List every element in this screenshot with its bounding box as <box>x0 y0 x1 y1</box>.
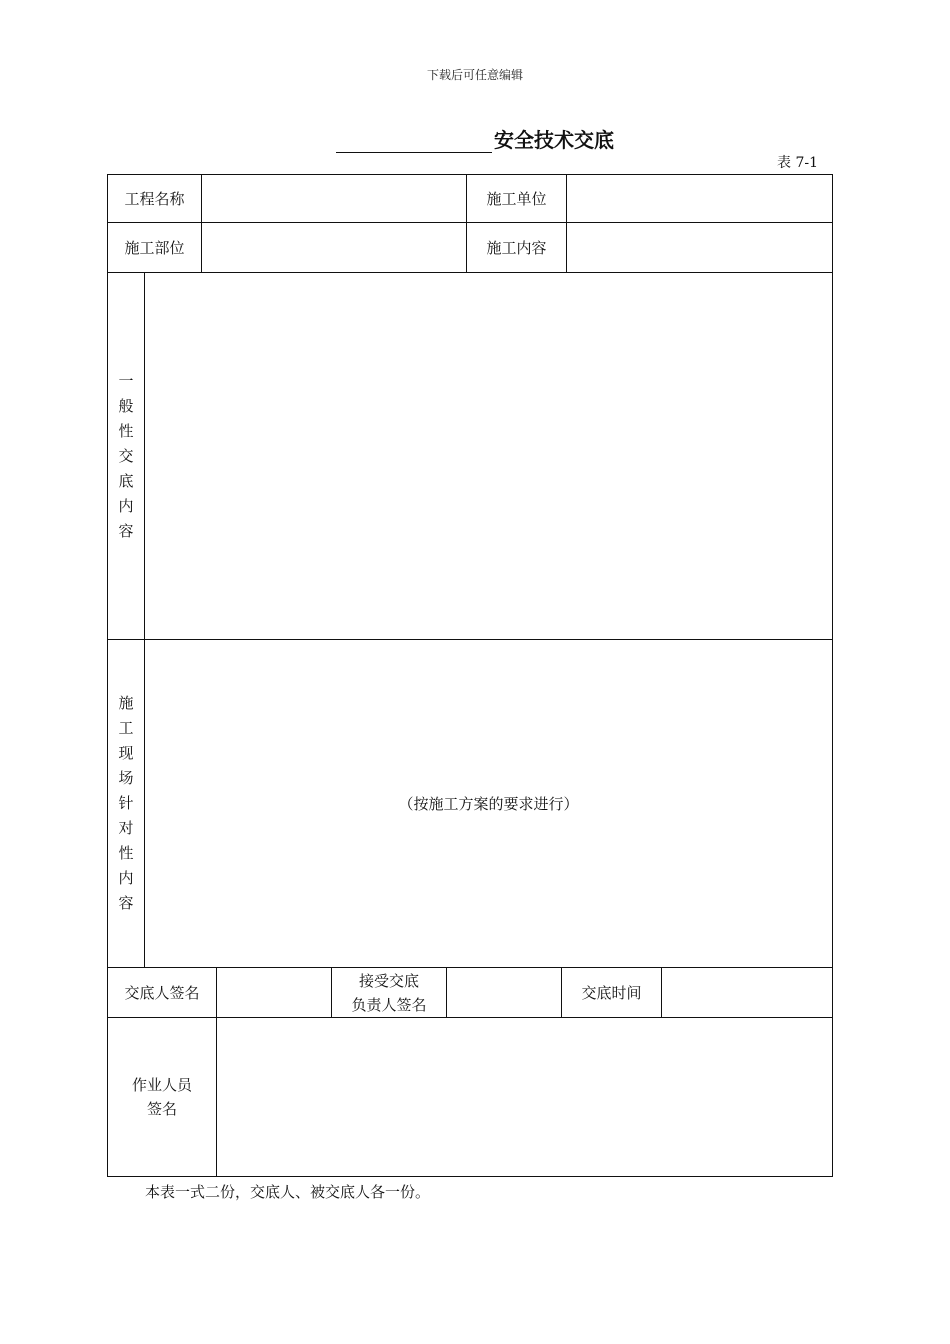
download-note: 下载后可任意编辑 <box>426 68 523 82</box>
workers-signature-field[interactable] <box>217 1018 832 1176</box>
footer-note: 本表一式二份，交底人、被交底人各一份。 <box>145 1183 431 1201</box>
construction-part-label: 施工部位 <box>124 238 185 257</box>
project-name-field[interactable] <box>202 175 466 222</box>
project-name-label: 工程名称 <box>124 189 185 208</box>
general-disclosure-label: 一 般 性 交 底 内 容 <box>118 371 134 540</box>
construction-content-field[interactable] <box>567 223 832 272</box>
construction-unit-field[interactable] <box>567 175 832 222</box>
construction-part-field[interactable] <box>202 223 466 272</box>
site-specific-content-area[interactable] <box>145 640 832 967</box>
discloser-signature-label: 交底人签名 <box>124 983 200 1002</box>
general-disclosure-content-area[interactable] <box>145 273 832 639</box>
construction-content-label: 施工内容 <box>486 238 547 257</box>
construction-unit-label: 施工单位 <box>486 189 547 208</box>
workers-signature-label: 作业人员 签名 <box>131 1076 192 1118</box>
receiver-signature-field[interactable] <box>447 968 561 1017</box>
discloser-signature-field[interactable] <box>217 968 331 1017</box>
site-specific-note: （按施工方案的要求进行） <box>398 795 579 813</box>
disclosure-form-table <box>107 174 833 1177</box>
document-title-text: 安全技术交底 <box>494 128 614 152</box>
site-specific-content-label: 施 工 现 场 针 对 性 内 容 <box>118 694 134 912</box>
disclosure-time-field[interactable] <box>662 968 832 1017</box>
disclosure-time-label: 交底时间 <box>581 983 642 1002</box>
document-title <box>0 124 950 153</box>
receiver-signature-label: 接受交底 负责人签名 <box>351 971 427 1014</box>
form-number: 表 7-1 <box>777 155 818 171</box>
title-blank-line <box>336 130 492 153</box>
